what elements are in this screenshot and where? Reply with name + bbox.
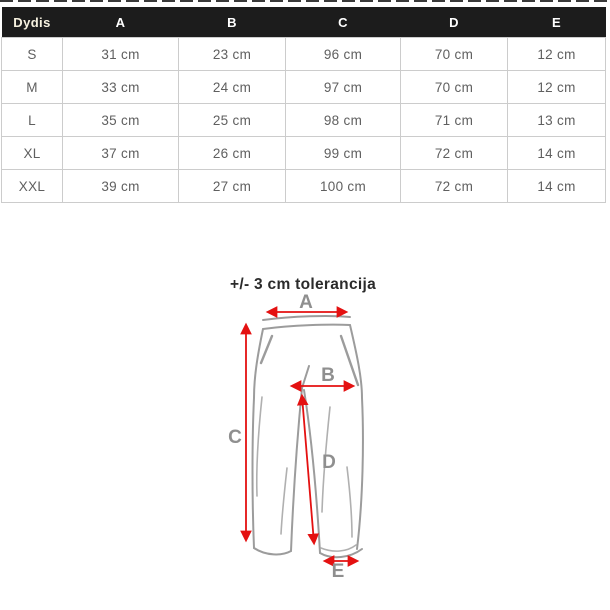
right-pocket-line (341, 336, 358, 385)
left-pocket-line (261, 336, 272, 363)
table-row-xl (2, 137, 606, 170)
value-cell: 13 cm (508, 104, 606, 137)
header-cell-c: C (286, 7, 401, 38)
value-cell: 14 cm (508, 137, 606, 170)
table-row-xxl (2, 170, 606, 203)
value-cell: 97 cm (286, 71, 401, 104)
value-cell: 72 cm (401, 170, 508, 203)
value-cell: 33 cm (63, 71, 179, 104)
table-row-m (2, 71, 606, 104)
header-row (2, 7, 606, 38)
value-cell: 25 cm (179, 104, 286, 137)
size-cell: XXL (2, 170, 63, 203)
value-cell: 96 cm (286, 38, 401, 71)
table-row-l (2, 104, 606, 137)
measure-label-d: D (322, 452, 336, 473)
size-table (1, 7, 606, 203)
measurement-arrows (246, 312, 357, 561)
size-cell: S (2, 38, 63, 71)
value-cell: 31 cm (63, 38, 179, 71)
value-cell: 27 cm (179, 170, 286, 203)
value-cell: 12 cm (508, 38, 606, 71)
header-cell-b: B (179, 7, 286, 38)
value-cell: 70 cm (401, 71, 508, 104)
value-cell: 39 cm (63, 170, 179, 203)
value-cell: 37 cm (63, 137, 179, 170)
pants-diagram-svg (225, 265, 410, 595)
header-cell-a: A (63, 7, 179, 38)
value-cell: 100 cm (286, 170, 401, 203)
value-cell: 98 cm (286, 104, 401, 137)
header-cell-size: Dydis (2, 7, 63, 38)
value-cell: 71 cm (401, 104, 508, 137)
size-cell: L (2, 104, 63, 137)
size-table-header (2, 7, 606, 38)
header-cell-d: D (401, 7, 508, 38)
top-border-line (0, 0, 610, 2)
measure-label-e: E (331, 561, 345, 582)
pants-measurement-diagram (225, 265, 410, 595)
value-cell: 14 cm (508, 170, 606, 203)
value-cell: 70 cm (401, 38, 508, 71)
measure-label-c: C (228, 427, 242, 448)
size-cell: M (2, 71, 63, 104)
header-cell-e: E (508, 7, 606, 38)
value-cell: 26 cm (179, 137, 286, 170)
measure-label-a: A (299, 292, 313, 313)
table-row-s (2, 38, 606, 71)
tolerance-note: +/- 3 cm tolerancija (230, 276, 376, 293)
size-table-body (2, 38, 606, 203)
measure-label-b: B (321, 365, 335, 386)
value-cell: 24 cm (179, 71, 286, 104)
value-cell: 35 cm (63, 104, 179, 137)
value-cell: 72 cm (401, 137, 508, 170)
size-cell: XL (2, 137, 63, 170)
value-cell: 12 cm (508, 71, 606, 104)
pants-outline-drawing (253, 316, 363, 557)
value-cell: 23 cm (179, 38, 286, 71)
value-cell: 99 cm (286, 137, 401, 170)
